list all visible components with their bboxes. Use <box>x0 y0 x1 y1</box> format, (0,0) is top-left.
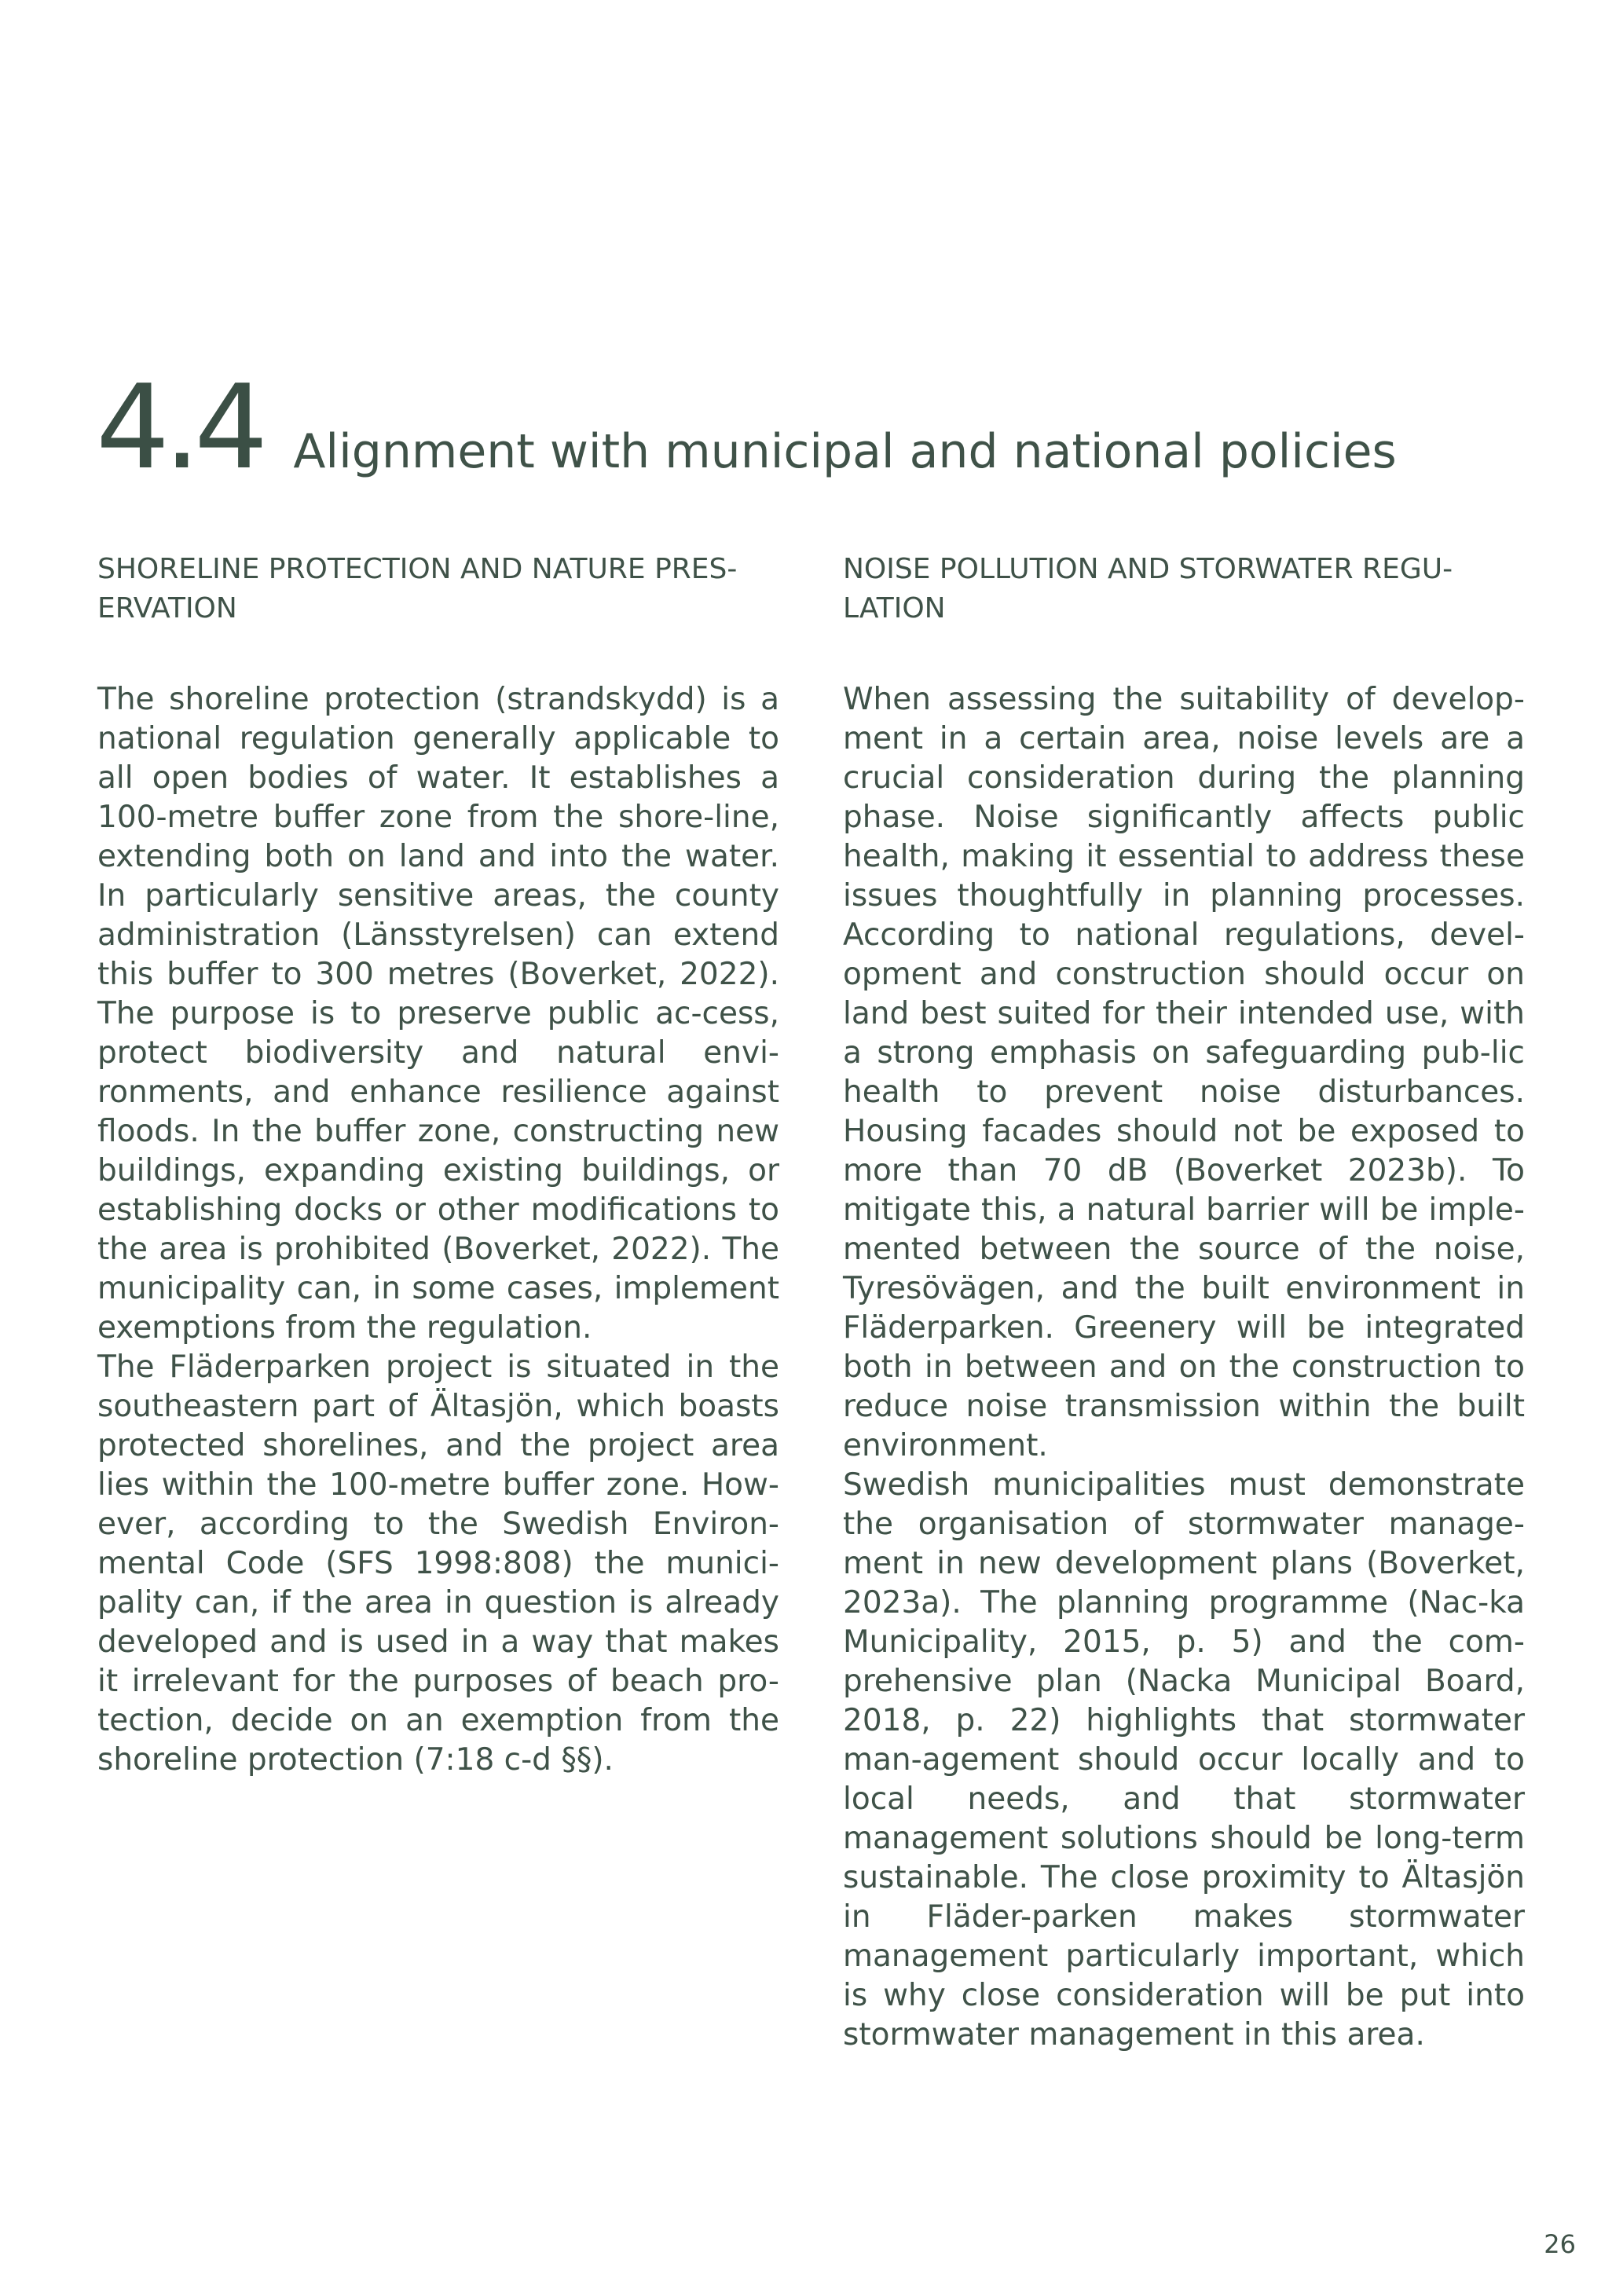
right-column-heading <box>843 550 1525 628</box>
section-title: Alignment with municipal and national policies <box>293 424 1397 479</box>
left-column-heading <box>97 550 779 628</box>
section-number: 4.4 <box>96 360 262 495</box>
right-column <box>843 550 1525 2055</box>
right-heading-line-1: NOISE POLLUTION AND STORWATER REGU- <box>843 553 1453 585</box>
right-heading-line-2: LATION <box>843 592 946 624</box>
left-paragraph-2: The Fläderparken project is situated in the southeastern part of Ältasjön, which boasts protected shorelines, and the project area lies within the 100-metre buffer zone. How-ever, according to the Swedish Environ-mental Code (SFS 1998:808) the munici-pality can, if the area in question is already developed and is used in a way that makes it irrelevant for the purposes of beach pro-tection, decide on an exemption from the shoreline protection (7:18 c-d §§). <box>97 1349 779 1778</box>
right-paragraph-2: Swedish municipalities must demonstrate the organisation of stormwater manage-ment in new development plans (Boverket, 2023a). The planning programme (Nac-ka Municipality, 2015, p. 5) and the com-prehensive plan (Nacka Municipal Board, 2018, p. 22) highlights that stormwater man-agement should occur locally and to local needs, and that stormwater management solutions should be long-term sustainable. The close proximity to Ältasjön in Fläder-parken makes stormwater management particularly important, which is why close consideration will be put into stormwater management in this area. <box>843 1467 1525 2052</box>
left-column <box>97 550 779 1780</box>
right-paragraph-1: When assessing the suitability of develop-ment in a certain area, noise levels are a crucial consideration during the planning phase. Noise significantly affects public health, making it essential to address these issues thoughtfully in planning processes. According to national regulations, devel-opment and construction should occur on land best suited for their intended use, with a strong emphasis on safeguarding pub-lic health to prevent noise disturbances. Housing facades should not be exposed to more than 70 dB (Boverket 2023b). To mitigate this, a natural barrier will be imple-mented between the source of the noise, Tyresövägen, and the built environment in Fläderparken. Greenery will be integrated both in between and on the construction to reduce noise transmission within the built environment. <box>843 682 1525 1463</box>
page-number: 26 <box>1544 2229 1576 2259</box>
section-heading <box>96 360 1557 495</box>
left-heading-line-2: ERVATION <box>97 592 237 624</box>
left-heading-line-1: SHORELINE PROTECTION AND NATURE PRES- <box>97 553 738 585</box>
left-paragraph-1: The shoreline protection (strandskydd) is a national regulation generally applicable to all open bodies of water. It establishes a 100-metre buffer zone from the shore-line, extending both on land and into the water. In particularly sensitive areas, the county administration (Länsstyrelsen) can extend this buffer to 300 metres (Boverket, 2022). The purpose is to preserve public ac-cess, protect biodiversity and natural envi-ronments, and enhance resilience against floods. In the buffer zone, constructing new buildings, expanding existing buildings, or establishing docks or other modifications to the area is prohibited (Boverket, 2022). The municipality can, in some cases, implement exemptions from the regulation. <box>97 682 779 1346</box>
